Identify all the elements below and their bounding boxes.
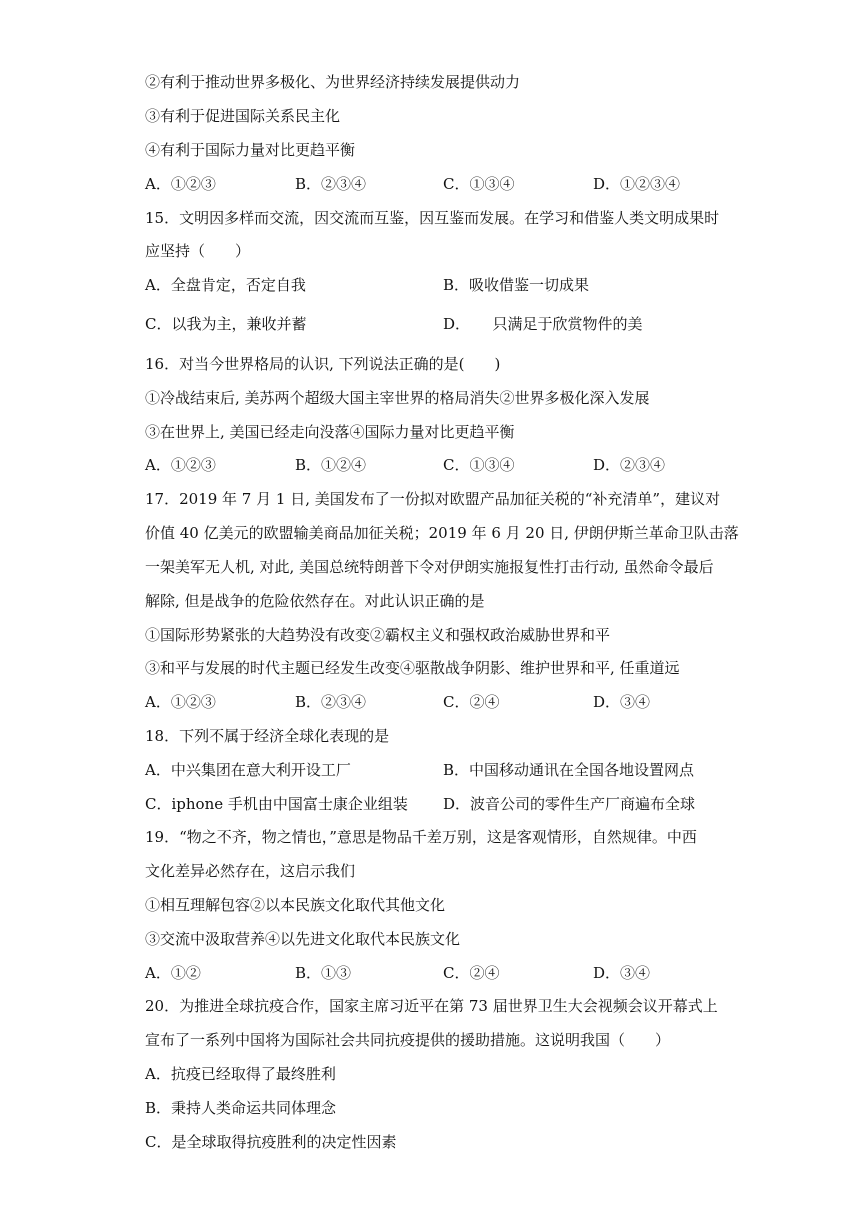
q19-option-a: A．①②: [145, 964, 201, 982]
q17-stem-line-2: 价值 40 亿美元的欧盟输美商品加征关税；2019 年 6 月 20 日, 伊朗伊斯兰革命卫队击落: [145, 524, 739, 542]
q20-stem-line-2: 宣布了一系列中国将为国际社会共同抗疫提供的援助措施。这说明我国（ ）: [145, 1031, 671, 1049]
q20-option-c: C．是全球取得抗疫胜利的决定性因素: [145, 1133, 397, 1151]
q17-option-a: A．①②③: [145, 693, 216, 711]
q19-stem-line-2: 文化差异必然存在，这启示我们: [145, 862, 356, 880]
q17-statements-2: ③和平与发展的时代主题已经发生改变④驱散战争阴影、维护世界和平, 任重道远: [145, 659, 680, 677]
q19-statements-1: ①相互理解包容②以本民族文化取代其他文化: [145, 896, 446, 914]
q19-option-b: B．①③: [295, 964, 352, 982]
q20-option-b: B．秉持人类命运共同体理念: [145, 1099, 337, 1117]
q16-option-b: B．①②④: [295, 456, 367, 474]
q20-option-a: A．抗疫已经取得了最终胜利: [145, 1065, 336, 1083]
q19-stem-line-1: 19．“物之不齐，物之情也，”意思是物品千差万别，这是客观情形，自然规律。中西: [145, 828, 697, 846]
q18-option-b: B．中国移动通讯在全国各地设置网点: [443, 761, 695, 779]
q14-statement-3: ③有利于促进国际关系民主化: [145, 107, 341, 125]
q17-statements-1: ①国际形势紧张的大趋势没有改变②霸权主义和强权政治威胁世界和平: [145, 626, 611, 644]
q17-stem-line-4: 解除, 但是战争的危险依然存在。对此认识正确的是: [145, 592, 485, 610]
q16-option-c: C．①③④: [443, 456, 515, 474]
q16-option-d: D．②③④: [593, 456, 666, 474]
q19-option-c: C．②④: [443, 964, 500, 982]
q17-option-b: B．②③④: [295, 693, 367, 711]
q20-stem-line-1: 20．为推进全球抗疫合作，国家主席习近平在第 73 届世界卫生大会视频会议开幕式上: [145, 997, 718, 1015]
q19-option-d: D．③④: [593, 964, 651, 982]
q15-stem-line-1: 15．文明因多样而交流，因交流而互鉴，因互鉴而发展。在学习和借鉴人类文明成果时: [145, 209, 720, 227]
q14-statement-2: ②有利于推动世界多极化、为世界经济持续发展提供动力: [145, 73, 521, 91]
q18-stem: 18．下列不属于经济全球化表现的是: [145, 727, 390, 745]
q15-option-b: B．吸收借鉴一切成果: [443, 276, 590, 294]
q16-option-a: A．①②③: [145, 456, 216, 474]
q14-statement-4: ④有利于国际力量对比更趋平衡: [145, 141, 356, 159]
q16-statements-1: ①冷战结束后, 美苏两个超级大国主宰世界的格局消失②世界多极化深入发展: [145, 389, 650, 407]
q17-stem-line-3: 一架美军无人机, 对此, 美国总统特朗普下令对伊朗实施报复性打击行动, 虽然命令最后: [145, 558, 714, 576]
q17-option-c: C．②④: [443, 693, 500, 711]
q17-option-d: D．③④: [593, 693, 651, 711]
q15-stem-line-2: 应坚持（ ）: [145, 242, 251, 260]
q15-option-d: D． 只满足于欣赏物件的美: [443, 315, 643, 333]
q18-option-d: D．波音公司的零件生产厂商遍布全球: [443, 795, 696, 813]
q18-option-c: C．iphone 手机由中国富士康企业组装: [145, 795, 408, 813]
q16-stem: 16．对当今世界格局的认识, 下列说法正确的是( ): [145, 355, 501, 373]
q14-option-b: B．②③④: [295, 175, 367, 193]
q14-option-d: D．①②③④: [593, 175, 681, 193]
q19-statements-2: ③交流中汲取营养④以先进文化取代本民族文化: [145, 930, 461, 948]
q15-option-c: C．以我为主，兼收并蓄: [145, 315, 307, 333]
q14-option-c: C．①③④: [443, 175, 515, 193]
q16-statements-2: ③在世界上, 美国已经走向没落④国际力量对比更趋平衡: [145, 423, 515, 441]
q18-option-a: A．中兴集团在意大利开设工厂: [145, 761, 351, 779]
q14-option-a: A．①②③: [145, 175, 216, 193]
q17-stem-line-1: 17．2019 年 7 月 1 日, 美国发布了一份拟对欧盟产品加征关税的“补充清单”，建议对: [145, 490, 721, 508]
q15-option-a: A．全盘肯定，否定自我: [145, 276, 306, 294]
